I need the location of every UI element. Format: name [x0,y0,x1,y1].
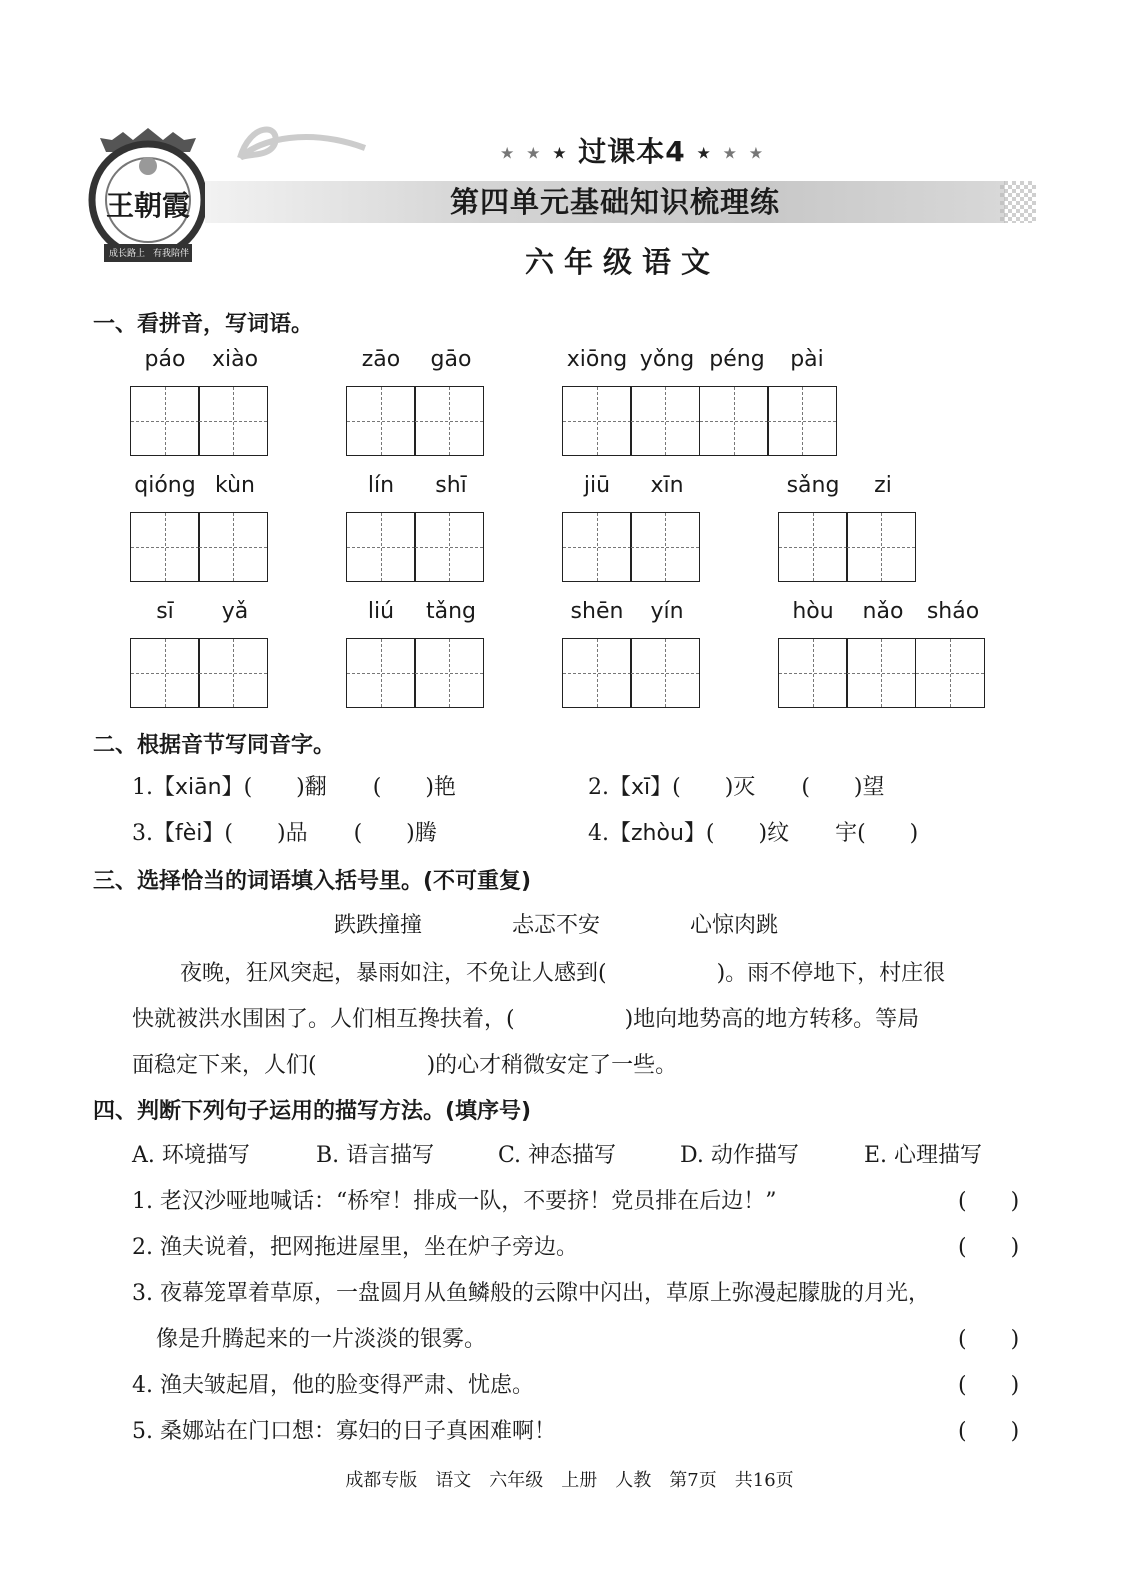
option: D. 动作描写 [680,1143,799,1168]
question-item-continuation: 像是升腾起来的一片淡淡的银雾。 [156,1327,487,1352]
logo-name: 王朝霞 [106,189,191,222]
writing-cell[interactable] [130,638,200,708]
pinyin: zi [874,473,892,498]
series-title: 过课本4 [578,135,686,168]
pinyin: qióng [134,473,196,498]
pinyin-group [778,473,918,582]
section2-heading: 二、根据音节写同音字。 [93,733,336,758]
option: C. 神态描写 [498,1143,617,1168]
writing-cell[interactable] [562,638,632,708]
writing-cell[interactable] [562,512,632,582]
pinyin-group [346,473,486,582]
pinyin: xīn [650,473,684,498]
logo-tagline-2: 有我陪伴 [152,249,189,259]
pinyin-group [130,599,270,708]
pinyin: shī [435,473,467,498]
writing-cell[interactable] [130,512,200,582]
syllable: 【xī】 [609,775,673,800]
blank-word[interactable]: ( )品 [224,821,308,846]
item-number: 3. [132,821,153,846]
writing-cell[interactable] [130,386,200,456]
blank-word[interactable]: ( )艳 [372,775,456,800]
pinyin: péng [709,347,765,372]
answer-box[interactable]: ( ) [958,1327,1020,1352]
star-icon: ★ [552,143,568,163]
writing-cell[interactable] [414,386,484,456]
option: A. 环境描写 [132,1143,250,1168]
pinyin: hòu [792,599,834,624]
star-icon: ★ [500,143,516,163]
writing-cell[interactable] [915,638,985,708]
answer-box[interactable]: ( ) [958,1235,1020,1260]
blank-word[interactable]: ( )纹 [705,821,790,846]
pinyin-group [130,347,270,456]
homophone-item [588,816,918,847]
pinyin-group [562,473,702,582]
writing-cell[interactable] [630,638,700,708]
writing-cell[interactable] [846,638,916,708]
pinyin: tǎng [425,599,476,624]
writing-cell[interactable] [198,386,268,456]
section4-heading: 四、判断下列句子运用的描写方法。(填序号) [93,1099,532,1124]
syllable: 【zhòu】 [609,821,706,846]
page-footer: 成都专版 语文 六年级 上册 人教 第7页 共16页 [345,1470,794,1491]
writing-cell[interactable] [414,512,484,582]
word-bank-item: 心惊肉跳 [690,913,779,938]
pinyin: sháo [926,599,980,624]
homophone-item [588,770,884,801]
question-item: 2. 渔夫说着，把网拖进屋里，坐在炉子旁边。 [132,1235,578,1260]
pinyin: sī [156,599,174,624]
option: B. 语言描写 [316,1143,435,1168]
blank-word[interactable]: ( )望 [801,775,885,800]
writing-cell[interactable] [630,512,700,582]
pinyin: sǎng [786,473,840,498]
pinyin: liú [367,599,395,624]
writing-cell[interactable] [630,386,700,456]
passage-line: 快就被洪水围困了。人们相互搀扶着，( )地向地势高的地方转移。等局 [132,1007,920,1032]
subject-title: 六年级语文 [524,245,720,279]
writing-cell[interactable] [699,386,769,456]
writing-cell[interactable] [198,638,268,708]
star-icon: ★ [696,143,712,163]
pinyin: kùn [215,473,255,498]
answer-box[interactable]: ( ) [958,1373,1020,1398]
pinyin: jiū [583,473,611,498]
pinyin: xiōng [566,347,628,372]
pinyin-group [562,347,842,456]
syllable: 【fèi】 [153,821,225,846]
writing-cell[interactable] [846,512,916,582]
blank-word[interactable]: ( )腾 [353,821,437,846]
passage-line: 面稳定下来，人们( )的心才稍微安定了一些。 [132,1053,678,1078]
item-number: 2. [588,775,609,800]
writing-cell[interactable] [346,638,416,708]
writing-cell[interactable] [414,638,484,708]
question-item: 4. 渔夫皱起眉，他的脸变得严肃、忧虑。 [132,1373,534,1398]
series-label [500,130,764,170]
pinyin: shēn [570,599,624,624]
homophone-item [132,816,437,847]
writing-cell[interactable] [767,386,837,456]
pinyin-group [778,599,988,708]
pinyin: xiào [211,347,259,372]
pinyin-group [130,473,270,582]
pinyin: lín [367,473,395,498]
pinyin-group [346,347,486,456]
word-bank-item: 忐忑不安 [512,913,601,938]
writing-cell[interactable] [198,512,268,582]
star-icon: ★ [722,143,738,163]
pinyin-group [346,599,486,708]
passage-line: 夜晚，狂风突起，暴雨如注，不免让人感到( )。雨不停地下，村庄很 [180,961,946,986]
pinyin: nǎo [862,599,904,624]
pinyin: zāo [361,347,401,372]
section1-heading: 一、看拼音，写词语。 [93,312,314,337]
item-number: 4. [588,821,609,846]
writing-cell[interactable] [346,386,416,456]
homophone-item [132,770,456,801]
pinyin-group [562,599,702,708]
blank-word[interactable]: 宇( ) [835,821,919,846]
pinyin: yǎ [221,599,249,624]
word-bank-item: 跌跌撞撞 [334,913,423,938]
blank-word[interactable]: ( )翻 [243,775,327,800]
writing-cell[interactable] [562,386,632,456]
section3-heading: 三、选择恰当的词语填入括号里。(不可重复) [93,869,532,894]
logo-tagline-1: 成长路上 [108,249,145,259]
question-item: 3. 夜幕笼罩着草原，一盘圆月从鱼鳞般的云隙中闪出，草原上弥漫起朦胧的月光， [132,1281,930,1306]
answer-box[interactable]: ( ) [958,1419,1020,1444]
writing-cell[interactable] [778,512,848,582]
pinyin: páo [144,347,186,372]
option: E. 心理描写 [864,1143,983,1168]
unit-title: 第四单元基础知识梳理练 [449,185,780,219]
pinyin: yín [650,599,684,624]
syllable: 【xiān】 [153,775,244,800]
pinyin: pài [790,347,824,372]
pinyin: yǒng [639,347,695,372]
blank-word[interactable]: ( )灭 [672,775,756,800]
star-icon: ★ [748,143,765,163]
answer-box[interactable]: ( ) [958,1189,1020,1214]
star-icon: ★ [526,143,542,163]
question-item: 5. 桑娜站在门口想：寡妇的日子真困难啊！ [132,1419,556,1444]
question-item: 1. 老汉沙哑地喊话：“桥窄！排成一队，不要挤！党员排在后边！” [132,1189,777,1214]
item-number: 1. [132,775,153,800]
writing-cell[interactable] [778,638,848,708]
pinyin: gāo [430,347,472,372]
writing-cell[interactable] [346,512,416,582]
